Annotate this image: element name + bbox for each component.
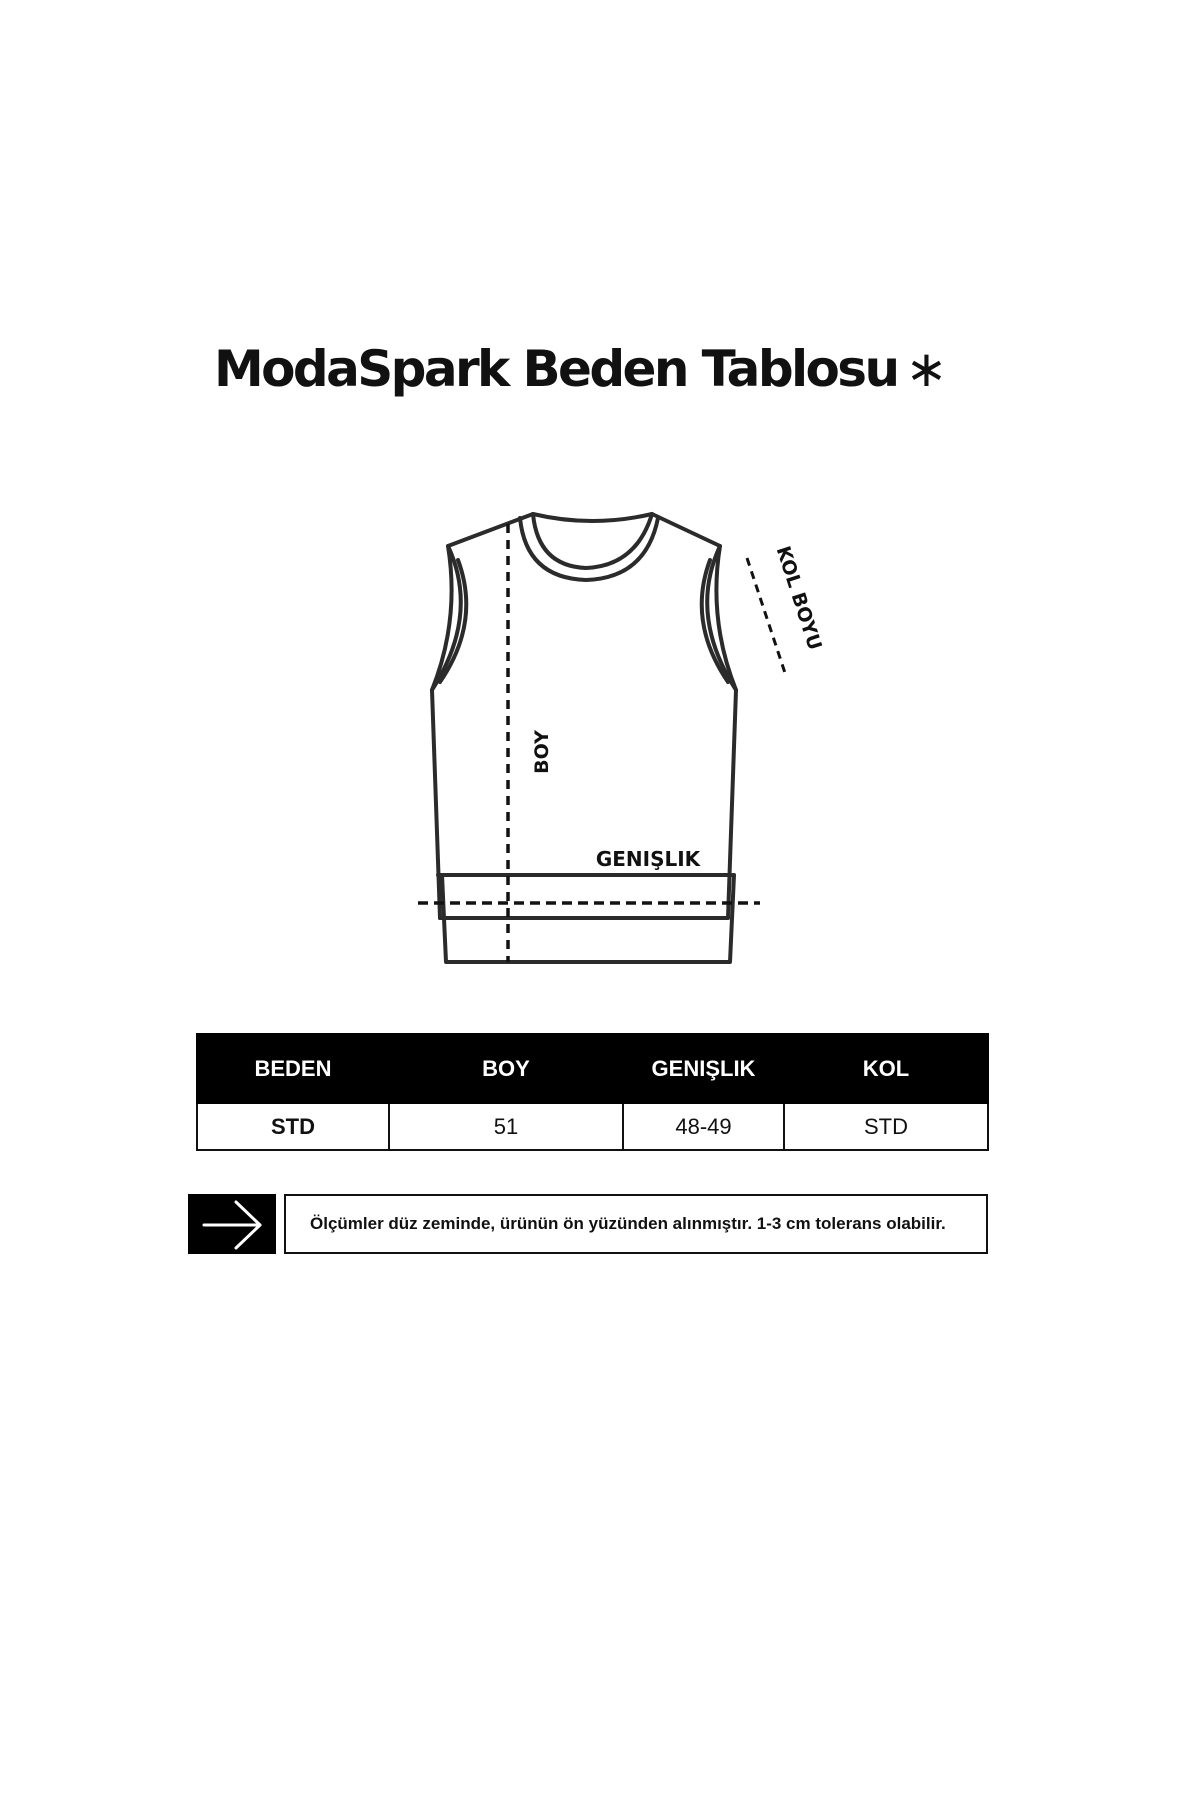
column-header-length: BOY: [389, 1034, 623, 1103]
page-title: [214, 340, 948, 398]
cell-size: STD: [197, 1103, 389, 1150]
table-header-row: [197, 1034, 988, 1103]
vest-outline: [432, 514, 736, 962]
column-header-width: GENIŞLIK: [623, 1034, 784, 1103]
note-icon-box: [188, 1194, 276, 1254]
cell-sleeve: STD: [784, 1103, 988, 1150]
note-text: Ölçümler düz zeminde, ürünün ön yüzünden alınmıştır. 1-3 cm tolerans olabilir.: [310, 1214, 946, 1233]
title-text: ModaSpark Beden Tablosu: [214, 340, 898, 398]
vest-illustration: [410, 500, 826, 980]
cell-length: 51: [389, 1103, 623, 1150]
sleeve-label: KOL BOYU: [771, 543, 826, 653]
vest-measurement-diagram: [410, 500, 826, 980]
measurement-note: [284, 1194, 988, 1254]
column-header-sleeve: KOL: [784, 1034, 988, 1103]
cell-width: 48-49: [623, 1103, 784, 1150]
table-row: [197, 1103, 988, 1150]
arrow-right-icon: [188, 1194, 276, 1254]
size-table: [196, 1033, 989, 1151]
column-header-size: BEDEN: [197, 1034, 389, 1103]
length-label: BOY: [531, 730, 553, 774]
width-label: GENIŞLIK: [595, 847, 701, 871]
asterisk-icon: ∗: [905, 340, 948, 398]
